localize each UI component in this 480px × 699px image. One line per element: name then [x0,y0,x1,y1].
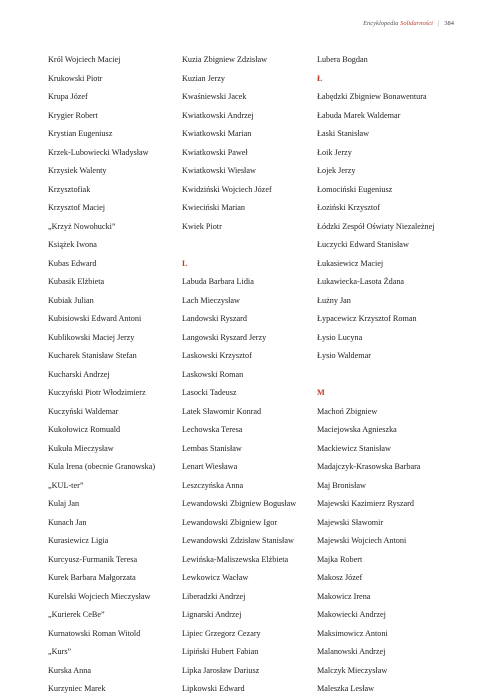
index-entry: Lewandowski Zdzisław Stanisław [182,536,294,545]
index-entry: Langowski Ryszard Jerzy [182,332,267,342]
index-entry: Krygier Robert [48,110,98,120]
index-column-1 [48,51,193,699]
index-entry: Kulaj Jan [48,499,80,508]
index-entry: Makowiecki Andrzej [317,610,386,619]
index-entry: Lembas Stanisław [182,443,242,453]
index-entry: Łukawiecka-Lasota Żdana [317,277,405,286]
index-entry: Kurek Barbara Małgorzata [48,573,136,582]
index-entry: „Krzyż Nowohucki” [48,221,116,231]
index-entry: Kubasik Elżbieta [48,277,105,286]
index-entry: Makosz Józef [317,573,363,582]
header-separator: | [437,20,440,27]
index-entry: Latek Sławomir Konrad [182,406,262,416]
encyclopedia-accent-word: Solidarności [400,20,433,27]
index-entry: Lewandowski Zbigniew Bogusław [182,499,297,508]
index-entry: Książek Iwona [48,240,97,249]
section-letter: M [317,388,325,397]
index-entry: Łysio Waldemar [317,351,371,360]
index-entry: Laskowski Krzysztof [182,351,252,360]
index-entry: Majewski Wojciech Antoni [317,536,407,545]
index-entry: Kwieciński Marian [182,203,245,212]
index-entry: Landowski Ryszard [182,314,247,323]
index-entry: Kuczyński Waldemar [48,406,119,416]
index-entry: Łoziński Krzysztof [317,203,380,212]
index-entry: Łypacewicz Krzysztof Roman [317,314,417,323]
index-entry: Kuzian Jerzy [182,73,225,83]
encyclopedia-word: Encyklopedia [363,20,399,27]
index-entry: Lach Mieczysław [182,295,240,305]
index-entry: Lewińska-Maliszewska Elżbieta [182,554,289,564]
index-entry: Krzek-Lubowiecki Władysław [48,147,149,157]
index-entry: Łoik Jerzy [317,147,352,157]
index-entry: „KUL-ter” [48,480,84,490]
index-entry: „Kurs” [48,647,72,656]
spacer [182,236,327,255]
index-entry: Kukuła Mieczysław [48,443,114,453]
index-entry: Krukowski Piotr [48,73,103,83]
index-entry: Łukasiewicz Maciej [317,258,384,268]
index-entry: Kwiatkowski Andrzej [182,110,254,120]
index-entry: Kuzia Zbigniew Zdzisław [182,55,268,64]
index-entry: Majewski Kazimierz Ryszard [317,499,414,508]
index-entry: Kucharek Stanisław Stefan [48,351,137,360]
index-entry: Malanowski Andrzej [317,647,386,656]
page-number: 384 [444,20,454,27]
index-entry: Labuda Barbara Lidia [182,277,254,286]
encyclopedia-title [363,20,433,27]
index-entry: Łomociński Eugeniusz [317,184,393,194]
index-entry: Kubiak Julian [48,295,94,305]
index-entry: Kula Irena (obecnie Granowska) [48,462,156,471]
index-entry: Majka Robert [317,554,363,564]
running-header [363,20,454,27]
index-entry: Majewski Sławomir [317,517,384,527]
index-entry: Lewkowicz Wacław [182,573,249,582]
index-entry: Lechowska Teresa [182,425,243,434]
index-entry: Łojek Jerzy [317,166,356,175]
index-entry: Krzysztof Maciej [48,203,106,212]
index-column-3 [317,51,462,699]
index-entry: Łysio Lucyna [317,332,363,342]
index-entry: Maciejowska Agnieszka [317,425,397,434]
index-entry: Kubisiowski Edward Antoni [48,314,142,323]
index-entry: Liberadzki Andrzej [182,591,246,601]
index-entry: Lipkowski Edward [182,684,245,693]
index-entry: Kwiatkowski Marian [182,129,252,138]
section-letter: L [182,258,188,268]
index-entry: Lenart Wiesława [182,462,238,471]
index-entry: Laskowski Roman [182,369,244,379]
index-entry: Lasocki Tadeusz [182,388,237,397]
index-entry: Malczyk Mieczysław [317,665,388,675]
index-entry: Kurasiewicz Ligia [48,536,109,545]
index-entry: Kurnatowski Roman Witold [48,628,141,638]
index-entry: Łuczycki Edward Stanisław [317,240,409,249]
index-entry: Łużny Jan [317,295,351,305]
index-entry: Kurzyniec Marek [48,684,106,693]
index-entry: Kurska Anna [48,665,91,675]
index-entry: Kunach Jan [48,517,87,527]
index-entry: Łabędzki Zbigniew Bonawentura [317,92,427,101]
index-entry: Mackiewicz Stanisław [317,443,391,453]
index-entry: Maleszka Lesław [317,684,375,693]
index-entry: Maj Bronisław [317,480,366,490]
index-entry: Kwaśniewski Jacek [182,92,247,101]
index-entry: Lipiec Grzegorz Cezary [182,628,261,638]
index-entry: Lubera Bogdan [317,55,368,64]
index-entry: Lignarski Andrzej [182,610,242,619]
index-entry: „Kurierek CeBe” [48,610,105,619]
index-entry: Krupa Józef [48,92,88,101]
index-entry: Łódzki Zespół Oświaty Niezależnej [317,221,435,231]
index-entry: Kwiatkowski Wiesław [182,166,256,175]
index-entry: Kuczyński Piotr Włodzimierz [48,388,146,397]
index-entry: Kwiatkowski Paweł [182,147,248,157]
index-entry: Kublikowski Maciej Jerzy [48,332,135,342]
index-entry: Krzysiek Walenty [48,166,107,175]
section-letter: Ł [317,73,323,83]
index-entry: Krystian Eugeniusz [48,129,113,138]
index-entry: Kukołowicz Romuald [48,425,121,434]
index-entry: Makowicz Irena [317,591,371,601]
index-entry: Lipka Jarosław Dariusz [182,665,260,675]
index-entry: Łabuda Marek Waldemar [317,110,401,120]
index-entry: Krzysztofiak [48,184,91,194]
index-entry: Lipiński Hubert Fabian [182,647,259,656]
index-entry: Łaski Stanisław [317,129,370,138]
index-entry: Kurelski Wojciech Mieczysław [48,591,151,601]
index-entry: Król Wojciech Maciej [48,55,121,64]
index-entry: Kurcyusz-Furmanik Teresa [48,554,138,564]
index-entry: Kucharski Andrzej [48,369,110,379]
index-entry: Madajczyk-Krasowska Barbara [317,462,421,471]
index-entry: Leszczyńska Anna [182,480,244,490]
index-entry: Kwidziński Wojciech Józef [182,184,272,194]
index-column-2 [182,51,327,699]
index-entry: Kwiek Piotr [182,221,222,231]
index-entry: Maksimowicz Antoni [317,628,388,638]
index-entry: Lewandowski Zbigniew Igor [182,517,278,527]
index-entry: Kubas Edward [48,258,97,268]
spacer [317,366,462,385]
index-entry: Machoń Zbigniew [317,406,378,416]
